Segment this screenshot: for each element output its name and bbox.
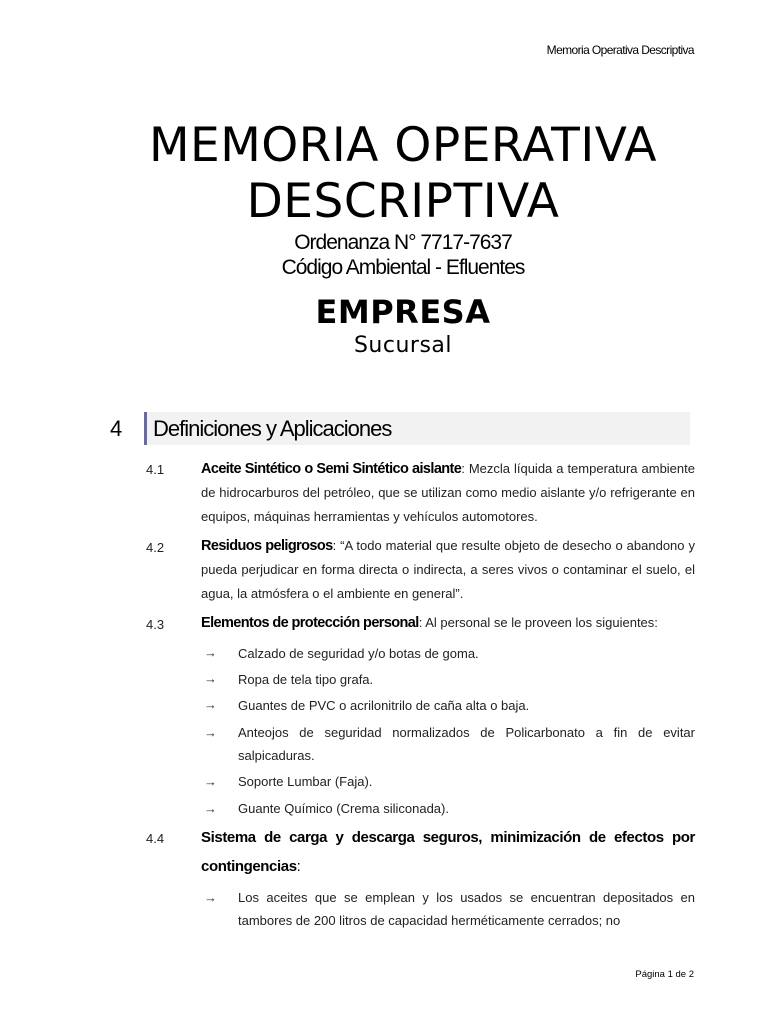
definition-term: Residuos peligrosos: [201, 538, 333, 554]
page-footer: Página 1 de 2: [635, 969, 694, 980]
list-item: Guantes de PVC o acrilonitrilo de caña alta o baja.: [238, 698, 530, 713]
bullet-arrow-icon: →: [204, 725, 217, 740]
list-item: Los aceites que se emplean y los usados se encuentran depositados en tambores de 200 litros de capacidad herméticamente cerrados; no: [238, 890, 695, 928]
definition-paragraph: [201, 823, 695, 881]
item-number: 4.2: [146, 540, 165, 555]
definition-term: Sistema de carga y descarga seguros, minimización de efectos por contingencias: [201, 829, 695, 875]
definition-text: : Mezcla líquida a temperatura ambiente de hidrocarburos del petróleo, que se utilizan como medio aislante y/o refrigerante en equipos, máquinas herramientas y vehículos automotores.: [201, 461, 695, 524]
list-item: Guante Químico (Crema siliconada).: [238, 801, 449, 816]
bullet-arrow-icon: →: [204, 671, 217, 686]
subtitle-code: Código Ambiental - Efluentes: [281, 256, 525, 279]
item-number: 4.3: [146, 617, 165, 632]
definition-term: Elementos de protección personal: [201, 615, 419, 631]
section-title: Definiciones y Aplicaciones: [153, 416, 392, 441]
bullet-arrow-icon: →: [204, 697, 217, 712]
section-number: 4: [110, 416, 123, 441]
company-name: EMPRESA: [315, 293, 491, 331]
definition-term: Aceite Sintético o Semi Sintético aislante: [201, 461, 462, 477]
definition-text: :: [296, 858, 301, 875]
definition-text: : Al personal se le proveen los siguientes:: [418, 615, 658, 630]
list-item: Soporte Lumbar (Faja).: [238, 774, 373, 789]
item-number: 4.4: [146, 831, 165, 846]
definition-text: : “A todo material que resulte objeto de desecho o abandono y pueda perjudicar en forma directa o indirecta, a seres vivos o contaminar el suelo, el agua, la atmósfera o el ambiente en general”.: [201, 538, 695, 601]
document-title: [0, 118, 768, 230]
bullet-arrow-icon: →: [204, 890, 217, 905]
title-line-2: DESCRIPTIVA: [246, 174, 560, 229]
list-item: Ropa de tela tipo grafa.: [238, 672, 374, 687]
bullet-arrow-icon: →: [204, 645, 217, 660]
list-item: Calzado de seguridad y/o botas de goma.: [238, 646, 479, 661]
list-item: Anteojos de seguridad normalizados de Policarbonato a fin de evitar salpicaduras.: [238, 725, 695, 763]
title-line-1: MEMORIA OPERATIVA: [148, 118, 658, 173]
definition-paragraph: [201, 611, 695, 635]
bullet-arrow-icon: →: [204, 774, 217, 789]
definition-paragraph: [201, 457, 695, 529]
branch-name: Sucursal: [353, 333, 453, 358]
item-number: 4.1: [146, 462, 165, 477]
bullet-arrow-icon: →: [204, 801, 217, 816]
definition-paragraph: [201, 534, 695, 606]
running-header: Memoria Operativa Descriptiva: [546, 43, 694, 57]
subtitle-ordinance: Ordenanza N° 7717-7637: [294, 231, 512, 254]
